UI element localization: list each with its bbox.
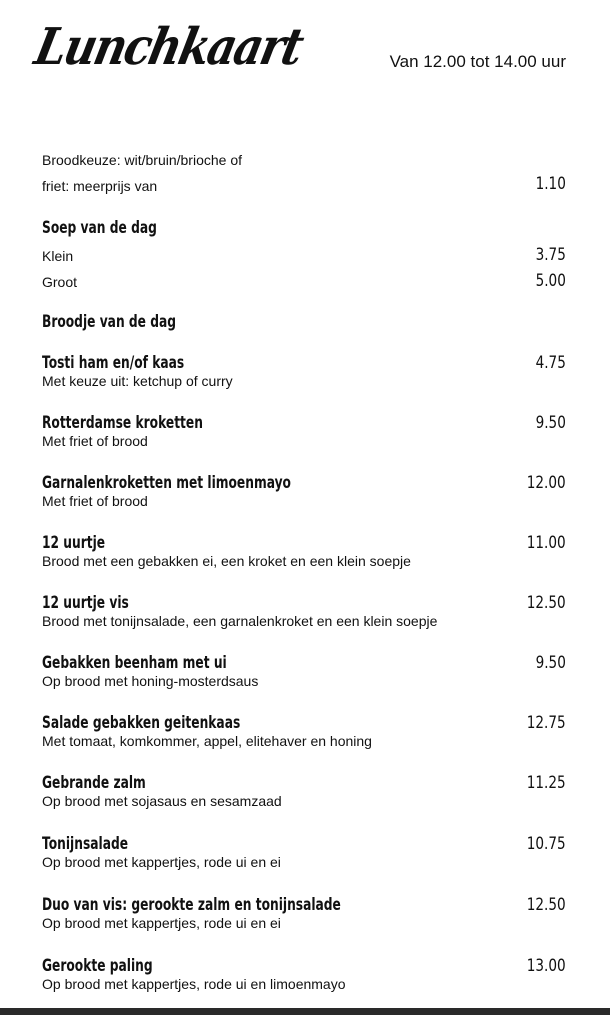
menu-item-title: Gebrande zalm bbox=[42, 773, 146, 793]
menu-item-desc: Brood met tonijnsalade, een garnalenkroket en een klein soepje bbox=[42, 613, 438, 629]
menu-item bbox=[42, 533, 566, 569]
menu-item-desc: Met friet of brood bbox=[42, 433, 148, 449]
lunchkaart-logo: Lunchkaart bbox=[29, 18, 307, 77]
menu-item-price: 13.00 bbox=[527, 956, 566, 976]
soup-large-price: 5.00 bbox=[535, 271, 566, 291]
menu-item-title: 12 uurtje bbox=[42, 533, 106, 553]
menu-item-price: 9.50 bbox=[535, 413, 566, 433]
menu-item-title: Gebakken beenham met ui bbox=[42, 653, 227, 673]
menu-item-desc: Op brood met sojasaus en sesamzaad bbox=[42, 793, 282, 809]
menu-item-title: Rotterdamse kroketten bbox=[42, 413, 203, 433]
menu-item-title: Garnalenkroketten met limoenmayo bbox=[42, 473, 291, 493]
intro-text-2: friet: meerprijs van bbox=[42, 178, 158, 194]
intro-line-2 bbox=[42, 174, 566, 196]
opening-hours: Van 12.00 tot 14.00 uur bbox=[389, 52, 566, 71]
intro-price: 1.10 bbox=[535, 174, 566, 194]
menu-item-desc: Op brood met kappertjes, rode ui en ei bbox=[42, 854, 281, 870]
menu-item bbox=[42, 653, 566, 689]
menu-item-title: Duo van vis: gerookte zalm en tonijnsalade bbox=[42, 895, 341, 915]
intro-text-1: Broodkeuze: wit/bruin/brioche of bbox=[42, 152, 242, 168]
soup-large-row bbox=[42, 271, 566, 292]
menu-item-desc: Op brood met kappertjes, rode ui en limoenmayo bbox=[42, 976, 346, 992]
soup-small-label: Klein bbox=[42, 248, 74, 264]
menu-item-price: 12.75 bbox=[527, 713, 566, 733]
menu-item-title: Tonijnsalade bbox=[42, 834, 129, 854]
menu-item-desc: Met friet of brood bbox=[42, 493, 148, 509]
menu-item bbox=[42, 773, 566, 809]
menu-item-desc: Brood met een gebakken ei, een kroket en een klein soepje bbox=[42, 553, 411, 569]
soup-large-label: Groot bbox=[42, 274, 78, 290]
menu-item-desc: Met tomaat, komkommer, appel, elitehaver en honing bbox=[42, 733, 372, 749]
soup-title: Soep van de dag bbox=[42, 218, 157, 238]
menu-item-price: 12.50 bbox=[527, 895, 566, 915]
menu-item-price: 4.75 bbox=[535, 353, 566, 373]
menu-item bbox=[42, 956, 566, 992]
sandwich-of-day-title: Broodje van de dag bbox=[42, 312, 177, 332]
menu-item bbox=[42, 895, 566, 931]
menu-item bbox=[42, 353, 566, 389]
menu-item-desc: Op brood met honing-mosterdsaus bbox=[42, 673, 259, 689]
soup-small-price: 3.75 bbox=[535, 245, 566, 265]
intro-line-1 bbox=[42, 152, 566, 170]
soup-small-row bbox=[42, 245, 566, 266]
menu-item-title: 12 uurtje vis bbox=[42, 593, 129, 613]
menu-item-desc: Met keuze uit: ketchup of curry bbox=[42, 373, 233, 389]
menu-item-price: 11.25 bbox=[527, 773, 566, 793]
menu-item bbox=[42, 473, 566, 509]
menu-item-title: Gerookte paling bbox=[42, 956, 153, 976]
menu-item-title: Tosti ham en/of kaas bbox=[42, 353, 185, 373]
menu-item bbox=[42, 593, 566, 629]
menu-item bbox=[42, 413, 566, 449]
menu-item-price: 10.75 bbox=[527, 834, 566, 854]
footer-bar bbox=[0, 1008, 610, 1015]
menu-item-price: 9.50 bbox=[535, 653, 566, 673]
soup-title-row bbox=[42, 218, 566, 238]
menu-item-price: 12.00 bbox=[527, 473, 566, 493]
menu-item-price: 11.00 bbox=[527, 533, 566, 553]
sandwich-of-day-row bbox=[42, 312, 566, 332]
menu-item-desc: Op brood met kappertjes, rode ui en ei bbox=[42, 915, 281, 931]
menu-item-title: Salade gebakken geitenkaas bbox=[42, 713, 241, 733]
menu-item bbox=[42, 834, 566, 870]
menu-item-price: 12.50 bbox=[527, 593, 566, 613]
menu-item bbox=[42, 713, 566, 749]
